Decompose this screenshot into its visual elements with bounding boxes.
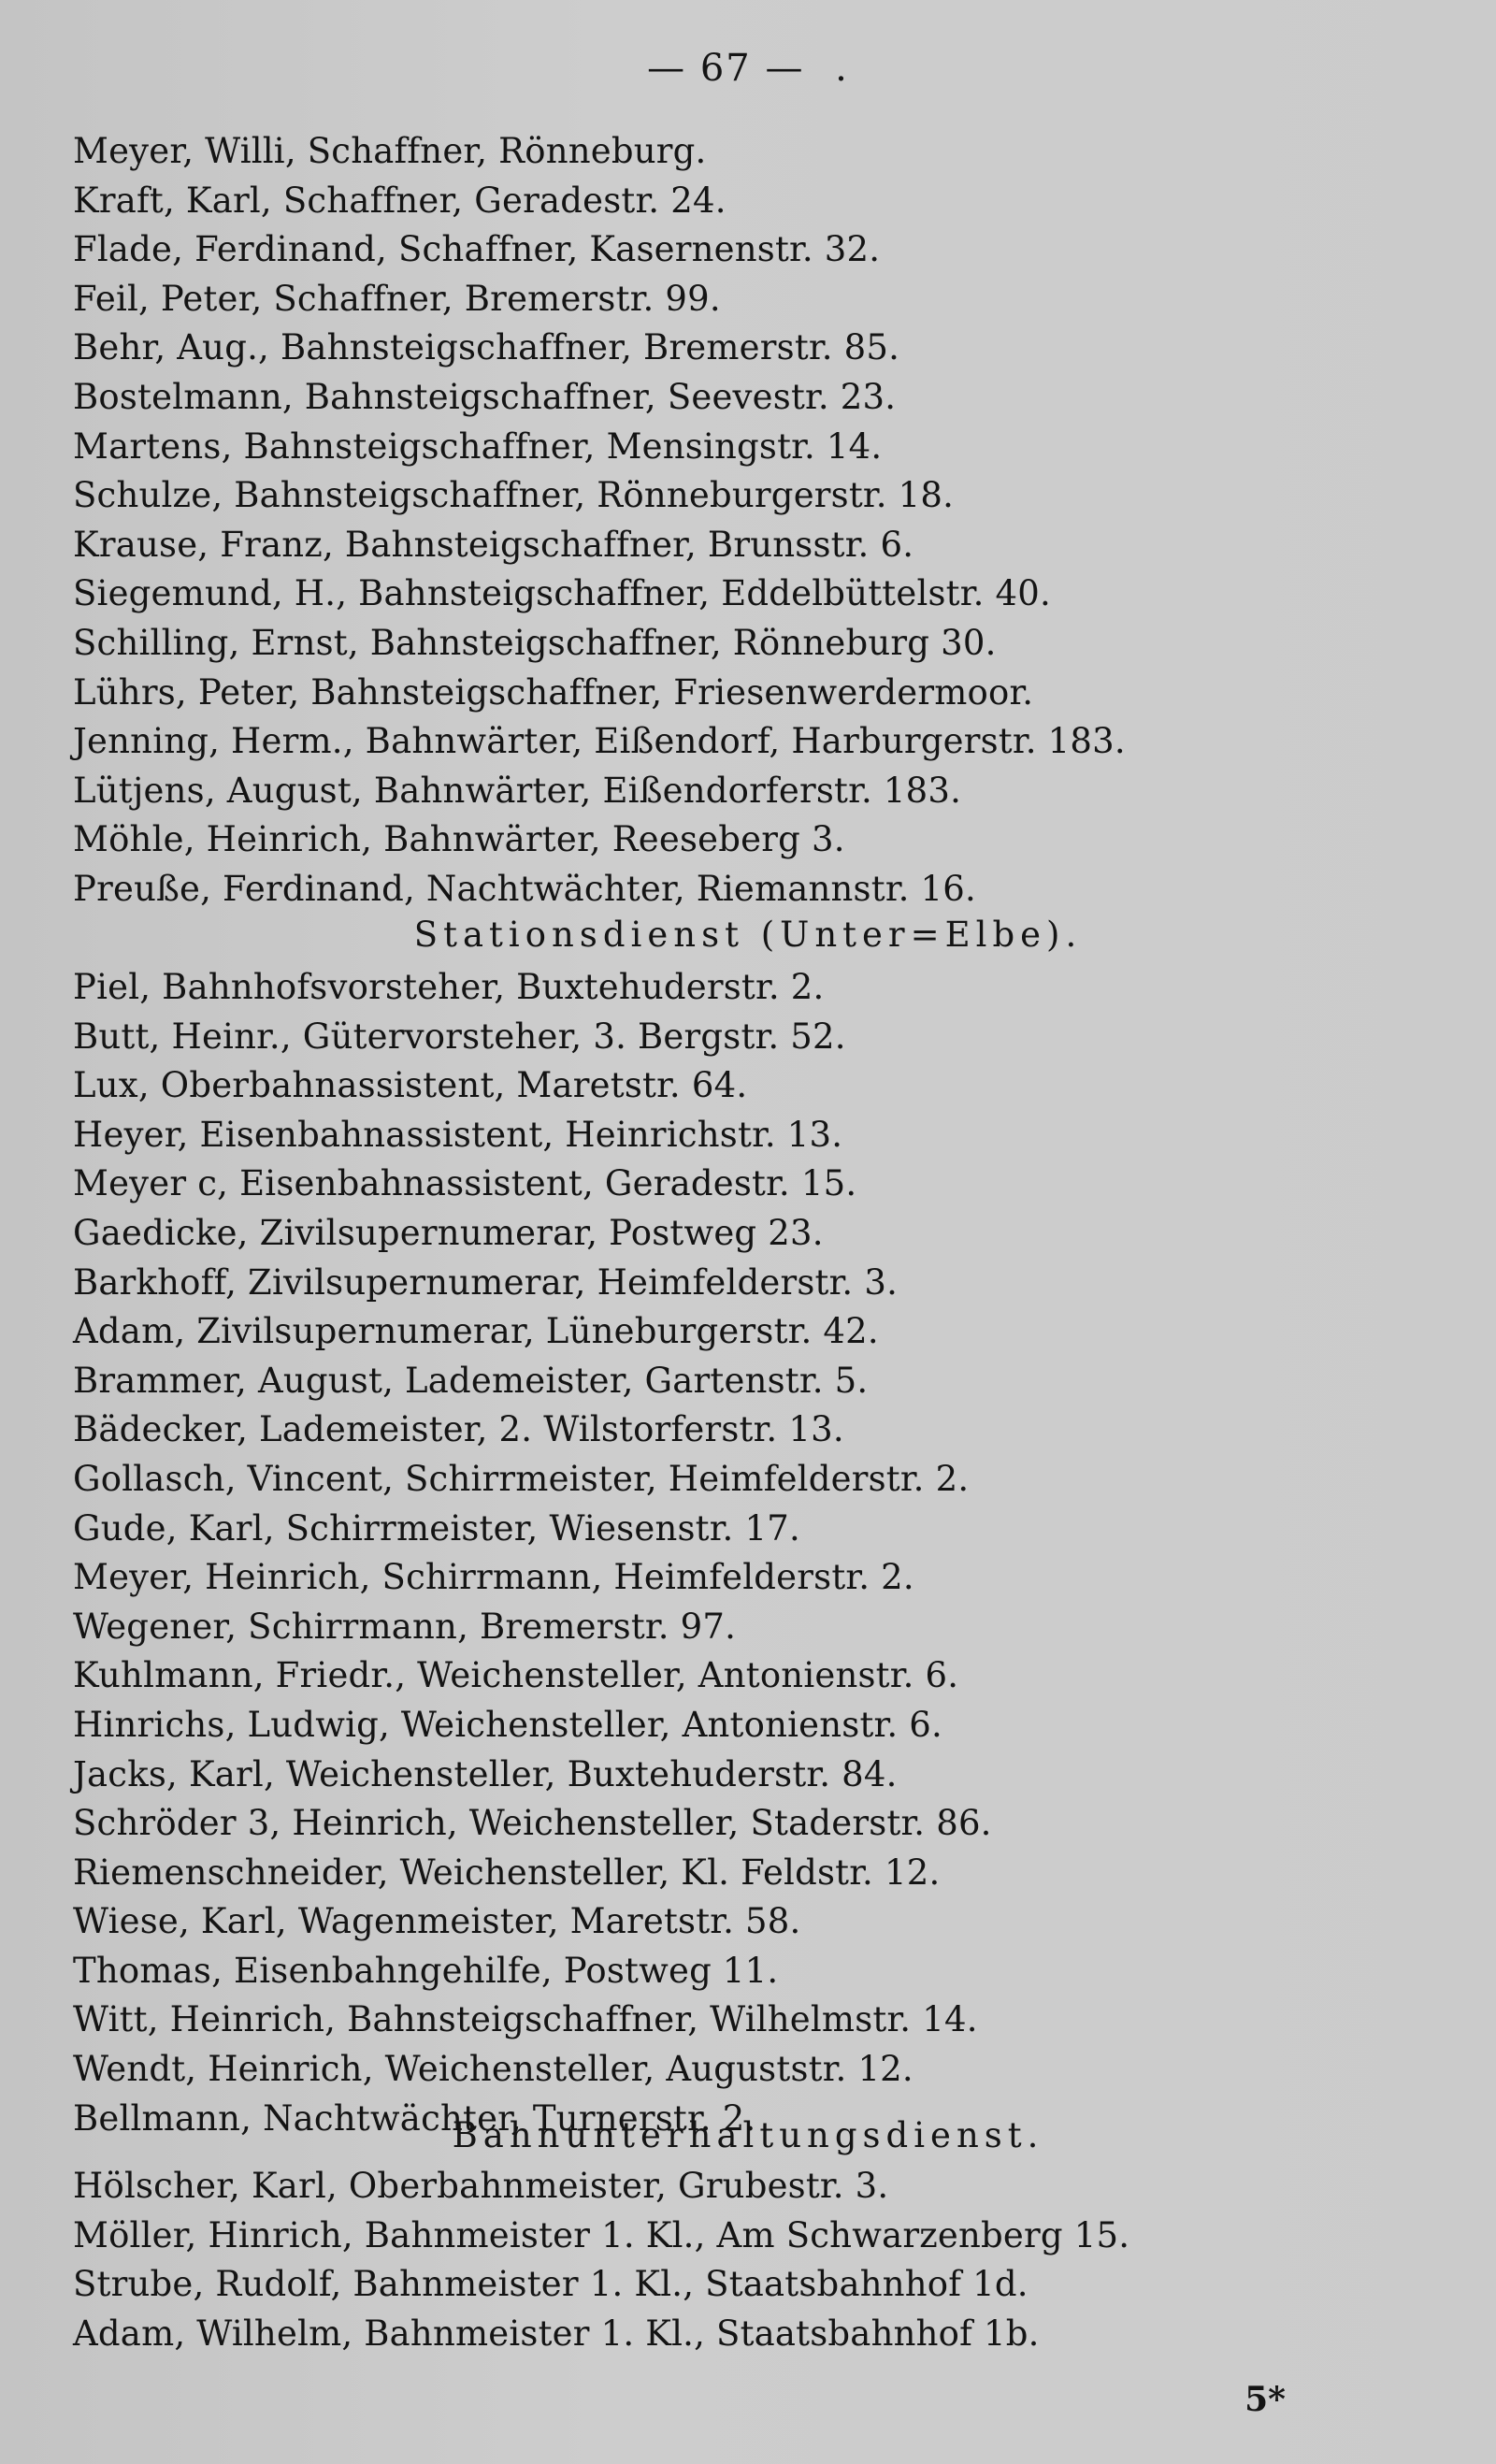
- list-item: Butt, Heinr., Gütervorsteher, 3. Bergstr. 52.: [73, 1016, 846, 1057]
- list-item: Hinrichs, Ludwig, Weichensteller, Antonienstr. 6.: [73, 1704, 942, 1745]
- list-item: Schilling, Ernst, Bahnsteigschaffner, Rönneburg 30.: [73, 622, 997, 663]
- list-item: Heyer, Eisenbahnassistent, Heinrichstr. 13.: [73, 1114, 843, 1155]
- list-item: Bellmann, Nachtwächter, Turnerstr. 2.: [73, 2097, 756, 2139]
- list-item: Schröder 3, Heinrich, Weichensteller, Staderstr. 86.: [73, 1803, 992, 1844]
- list-item: Meyer c, Eisenbahnassistent, Geradestr. 15.: [73, 1163, 857, 1204]
- signature-mark: 5*: [1244, 2380, 1286, 2419]
- list-item: Preuße, Ferdinand, Nachtwächter, Riemannstr. 16.: [73, 868, 976, 909]
- list-item: Behr, Aug., Bahnsteigschaffner, Bremerstr. 85.: [73, 327, 900, 368]
- list-item: Kuhlmann, Friedr., Weichensteller, Antonienstr. 6.: [73, 1655, 959, 1696]
- list-item: Witt, Heinrich, Bahnsteigschaffner, Wilhelmstr. 14.: [73, 1999, 978, 2040]
- section-heading-bahnunterhaltungsdienst: Bahnunterhaltungsdienst.: [452, 2115, 1044, 2155]
- list-item: Wegener, Schirrmann, Bremerstr. 97.: [73, 1606, 737, 1647]
- list-item: Wiese, Karl, Wagenmeister, Maretstr. 58.: [73, 1901, 801, 1942]
- list-item: Jenning, Herm., Bahnwärter, Eißendorf, Harburgerstr. 183.: [73, 721, 1126, 762]
- list-item: Möller, Hinrich, Bahnmeister 1. Kl., Am Schwarzenberg 15.: [73, 2214, 1130, 2255]
- page-number-text: — 67 —: [647, 47, 805, 90]
- list-item: Barkhoff, Zivilsupernumerar, Heimfelderstr. 3.: [73, 1261, 899, 1303]
- section1-list: [73, 127, 1457, 915]
- list-item: Siegemund, H., Bahnsteigschaffner, Eddelbüttelstr. 40.: [73, 573, 1051, 614]
- section2-list: [73, 963, 1457, 2143]
- list-item: Krause, Franz, Bahnsteigschaffner, Brunsstr. 6.: [73, 524, 914, 565]
- list-item: Lührs, Peter, Bahnsteigschaffner, Friesenwerdermoor.: [73, 671, 1034, 713]
- list-item: Strube, Rudolf, Bahnmeister 1. Kl., Staatsbahnhof 1d.: [73, 2264, 1028, 2305]
- list-item: Martens, Bahnsteigschaffner, Mensingstr. 14.: [73, 425, 883, 467]
- list-item: Meyer, Heinrich, Schirrmann, Heimfelderstr. 2.: [73, 1557, 914, 1598]
- list-item: Adam, Zivilsupernumerar, Lüneburgerstr. 42.: [73, 1311, 879, 1352]
- list-item: Bädecker, Lademeister, 2. Wilstorferstr. 13.: [73, 1409, 844, 1450]
- list-item: Thomas, Eisenbahngehilfe, Postweg 11.: [73, 1950, 779, 1991]
- list-item: Piel, Bahnhofsvorsteher, Buxtehuderstr. 2.: [73, 967, 825, 1007]
- list-item: Adam, Wilhelm, Bahnmeister 1. Kl., Staatsbahnhof 1b.: [73, 2313, 1040, 2354]
- list-item: Hölscher, Karl, Oberbahnmeister, Grubestr. 3.: [73, 2166, 889, 2206]
- list-item: Bostelmann, Bahnsteigschaffner, Seevestr. 23.: [73, 376, 897, 417]
- list-item: Riemenschneider, Weichensteller, Kl. Feldstr. 12.: [73, 1852, 941, 1893]
- list-item: Wendt, Heinrich, Weichensteller, Auguststr. 12.: [73, 2049, 913, 2090]
- list-item: Gollasch, Vincent, Schirrmeister, Heimfelderstr. 2.: [73, 1458, 970, 1499]
- list-item: Jacks, Karl, Weichensteller, Buxtehuderstr. 84.: [73, 1753, 898, 1794]
- list-item: Möhle, Heinrich, Bahnwärter, Reeseberg 3.: [73, 819, 845, 860]
- trailing-mark: .: [835, 47, 849, 90]
- list-item: Lux, Oberbahnassistent, Maretstr. 64.: [73, 1065, 748, 1106]
- list-item: Gaedicke, Zivilsupernumerar, Postweg 23.: [73, 1212, 824, 1253]
- list-item: Lütjens, August, Bahnwärter, Eißendorferstr. 183.: [73, 770, 962, 811]
- page-number: [0, 47, 1496, 90]
- list-item: Kraft, Karl, Schaffner, Geradestr. 24.: [73, 180, 726, 221]
- list-item: Meyer, Willi, Schaffner, Rönneburg.: [73, 131, 707, 171]
- list-item: Gude, Karl, Schirrmeister, Wiesenstr. 17.: [73, 1507, 800, 1549]
- section-heading-stationsdienst: Stationsdienst (Unter=Elbe).: [413, 915, 1083, 955]
- list-item: Feil, Peter, Schaffner, Bremerstr. 99.: [73, 278, 721, 319]
- list-item: Brammer, August, Lademeister, Gartenstr. 5.: [73, 1360, 869, 1401]
- list-item: Schulze, Bahnsteigschaffner, Rönneburgerstr. 18.: [73, 475, 955, 516]
- section3-list: [73, 2162, 1457, 2358]
- list-item: Flade, Ferdinand, Schaffner, Kasernenstr. 32.: [73, 229, 881, 270]
